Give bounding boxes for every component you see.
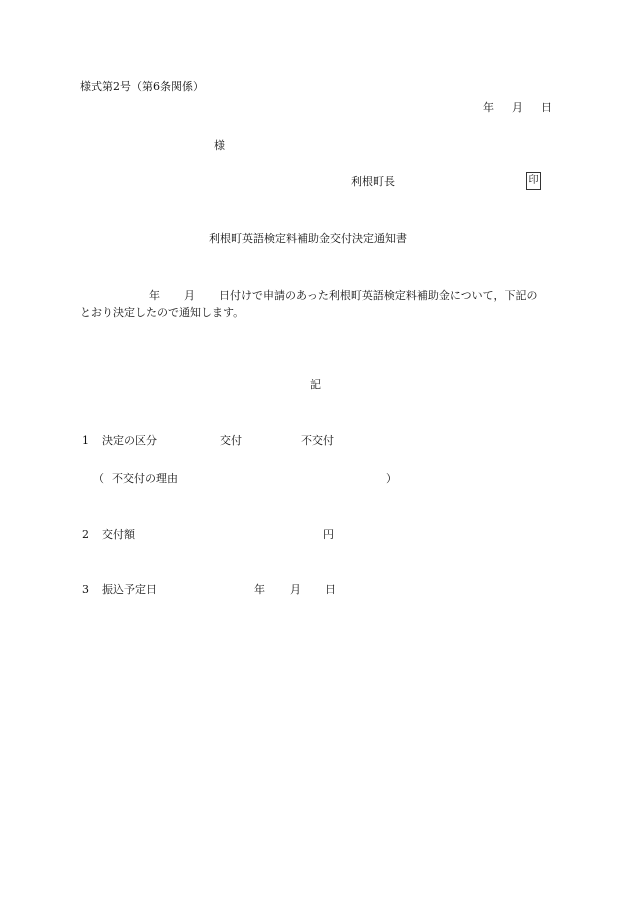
body-paragraph (80, 287, 552, 321)
reason-open-paren: （ (93, 472, 104, 485)
date-month: 月 (512, 101, 523, 114)
date-day: 日 (541, 101, 552, 114)
document-title: 利根町英語検定料補助金交付決定通知書 (209, 232, 407, 245)
item3-number: 3 (82, 583, 89, 596)
body-year: 年 (149, 289, 160, 302)
form-number: 様式第2号（第6条関係） (80, 80, 204, 93)
item3-day: 日 (325, 583, 336, 596)
item1-option-grant: 交付 (220, 434, 242, 447)
item3-month: 月 (290, 583, 301, 596)
body-line-1 (80, 287, 552, 304)
item3-label: 振込予定日 (102, 583, 157, 596)
item1-option-no-grant: 不交付 (301, 434, 334, 447)
item1-label: 決定の区分 (102, 434, 157, 447)
item2-label: 交付額 (102, 528, 135, 541)
reason-close-paren: ） (386, 472, 397, 485)
body-line-2: とおり決定したので通知します。 (80, 306, 245, 319)
reason-label: 不交付の理由 (112, 472, 178, 485)
item3-year: 年 (254, 583, 265, 596)
item2-unit: 円 (323, 528, 334, 541)
body-line1-text: 日付けで申請のあった利根町英語検定料補助金について，下記の (219, 289, 538, 302)
addressee-honorific: 様 (214, 139, 225, 152)
body-month: 月 (184, 289, 195, 302)
item1-number: 1 (82, 434, 89, 447)
sender-title: 利根町長 (351, 175, 395, 188)
ki-heading: 記 (310, 378, 321, 391)
seal-mark: 印 (526, 172, 541, 190)
item2-number: 2 (82, 528, 89, 541)
date-year: 年 (483, 101, 494, 114)
